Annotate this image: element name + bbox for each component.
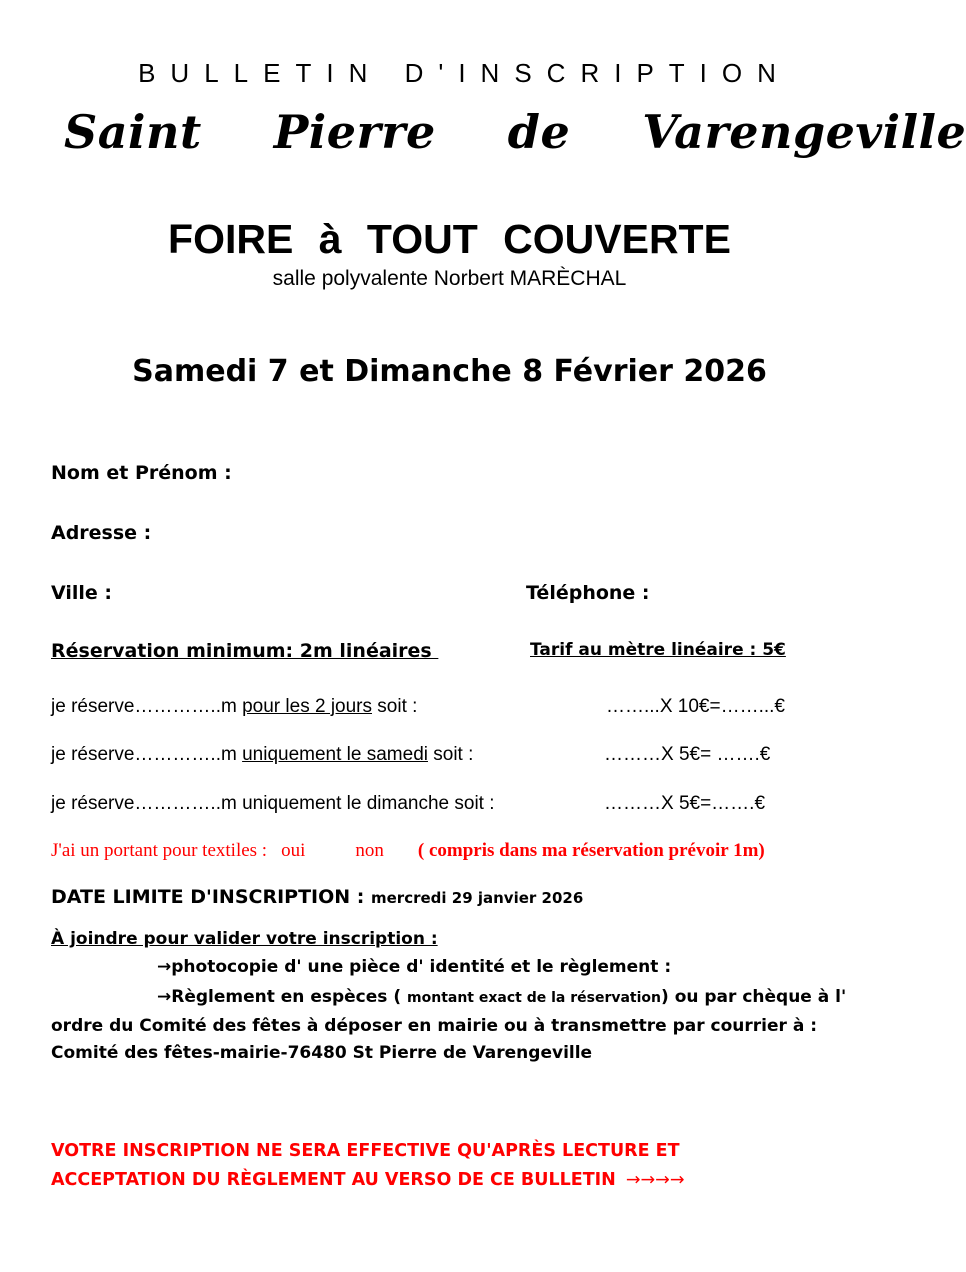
town-word-3: de: [507, 105, 571, 159]
attachment-item-id: →photocopie d' une pièce d' identité et le règlement :: [157, 957, 672, 977]
payment-note: montant exact de la réservation: [407, 990, 661, 1006]
city-label: Ville :: [51, 582, 113, 604]
textile-question: J'ai un portant pour textiles :: [51, 840, 268, 861]
tariff: Tarif au mètre linéaire : 5€: [530, 640, 786, 660]
name-label: Nom et Prénom :: [51, 462, 232, 484]
event-name: FOIRE à TOUT COUVERTE: [168, 216, 731, 262]
reservation-line-both-days: [51, 696, 417, 718]
payment-text-a: →Règlement en espèces (: [157, 987, 408, 1007]
event-venue: salle polyvalente Norbert MARÈCHAL: [272, 267, 627, 290]
warning-text: ACCEPTATION DU RÈGLEMENT AU VERSO DE CE BULLETIN: [51, 1170, 616, 1190]
registration-deadline: [51, 886, 583, 908]
reservation-prefix: je réserve…………..m: [51, 744, 243, 765]
reservation-line-sunday: je réserve…………..m uniquement le dimanche soit :: [51, 793, 495, 814]
warning-line-1: VOTRE INSCRIPTION NE SERA EFFECTIVE QU'APRÈS LECTURE ET: [51, 1141, 680, 1161]
payment-text-b: ) ou par chèque à l' ordre du Comité des fêtes à déposer en mairie ou à transmettre par courrier à : Comité des fêtes-mairie-76480 St Pierre de Varengeville: [51, 987, 847, 1063]
town-word-1: Saint: [64, 105, 202, 159]
event-dates: Samedi 7 et Dimanche 8 Février 2026: [132, 354, 767, 389]
warning-line-2: [51, 1170, 684, 1190]
reservation-suffix: soit :: [427, 744, 474, 765]
attachment-item-payment: [51, 984, 851, 1068]
reservation-calc-both-days: ……...X 10€=……...€: [606, 696, 785, 717]
reservation-prefix: je réserve…………..m: [51, 696, 243, 717]
attachments-title: À joindre pour valider votre inscription :: [51, 929, 438, 949]
textile-rack-question: [51, 840, 765, 862]
deadline-date: mercredi 29 janvier 2026: [371, 889, 584, 907]
textile-note: ( compris dans ma réservation prévoir 1m): [417, 840, 765, 861]
reservation-line-saturday: [51, 744, 473, 766]
deadline-label: DATE LIMITE D'INSCRIPTION :: [51, 886, 371, 908]
phone-label: Téléphone :: [526, 582, 650, 604]
reservation-minimum: Réservation minimum: 2m linéaires: [51, 640, 439, 662]
town-word-2: Pierre: [273, 105, 436, 159]
textile-no-option[interactable]: non: [355, 840, 384, 861]
town-name: [64, 105, 966, 159]
arrows-icon: →→→→: [625, 1170, 685, 1190]
form-title: BULLETIN D'INSCRIPTION: [138, 58, 791, 88]
reservation-period: uniquement le samedi: [242, 744, 428, 765]
town-word-4: Varengeville: [642, 105, 966, 159]
reservation-calc-sunday: ………X 5€=…….€: [604, 793, 766, 814]
reservation-suffix: soit :: [372, 696, 418, 717]
address-label: Adresse :: [51, 522, 152, 544]
reservation-period: pour les 2 jours: [242, 696, 372, 717]
textile-yes-option[interactable]: oui: [281, 840, 306, 861]
reservation-calc-saturday: ………X 5€= …….€: [604, 744, 771, 765]
